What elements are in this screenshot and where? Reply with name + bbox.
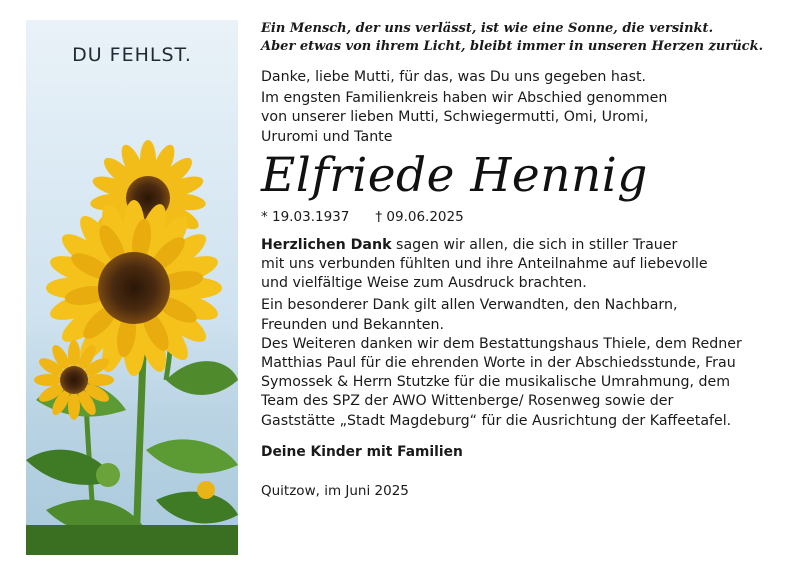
deceased-name: Elfriede Hennig [261, 147, 648, 203]
special-line: Team des SPZ der AWO Wittenberge/ Rosenweg sowie der [261, 393, 674, 410]
intro-line: Ururomi und Tante [261, 128, 393, 145]
quote-line: Ein Mensch, der uns verlässt, ist wie eine Sonne, die versinkt. [261, 21, 714, 36]
birth-date: * 19.03.1937 [261, 208, 350, 225]
special-line: Ein besonderer Dank gilt allen Verwandten, den Nachbarn, [261, 297, 678, 314]
special-line: Freunden und Bekannten. [261, 316, 444, 333]
place-date: Quitzow, im Juni 2025 [261, 483, 409, 500]
intro-line: Im engsten Familienkreis haben wir Abschied genommen [261, 90, 668, 107]
thanks-lead: Herzlichen Dank [261, 236, 392, 253]
sunflower-illustration [26, 20, 238, 555]
intro-line: Danke, liebe Mutti, für das, was Du uns gegeben hast. [261, 69, 647, 85]
life-dates [261, 208, 781, 226]
special-line: Des Weiteren danken wir dem Bestattungshaus Thiele, dem Redner [261, 335, 742, 352]
special-line: Matthias Paul für die ehrenden Worte in der Abschiedsstunde, Frau [261, 355, 736, 372]
thanks-line: mit uns verbunden fühlten und ihre Anteilnahme auf liebevolle [261, 256, 708, 273]
intro-line: von unserer lieben Mutti, Schwiegermutti, Omi, Uromi, [261, 109, 649, 126]
death-date: † 09.06.2025 [375, 208, 464, 225]
quote-line: Aber etwas von ihrem Licht, bleibt immer in unseren Herzen zurück. [261, 39, 764, 54]
signature: Deine Kinder mit Familien [261, 443, 463, 460]
special-line: Gaststätte „Stadt Magdeburg“ für die Ausrichtung der Kaffeetafel. [261, 412, 732, 429]
thanks-line: und vielfältige Weise zum Ausdruck brachten. [261, 275, 587, 292]
sunflower-photo [26, 20, 238, 555]
caption: DU FEHLST. [72, 44, 192, 66]
special-line: Symossek & Herrn Stutzke für die musikalische Umrahmung, dem [261, 374, 731, 391]
thanks-line [261, 236, 781, 255]
thanks-rest: sagen wir allen, die sich in stiller Trauer [391, 236, 678, 253]
text-column [261, 20, 781, 501]
